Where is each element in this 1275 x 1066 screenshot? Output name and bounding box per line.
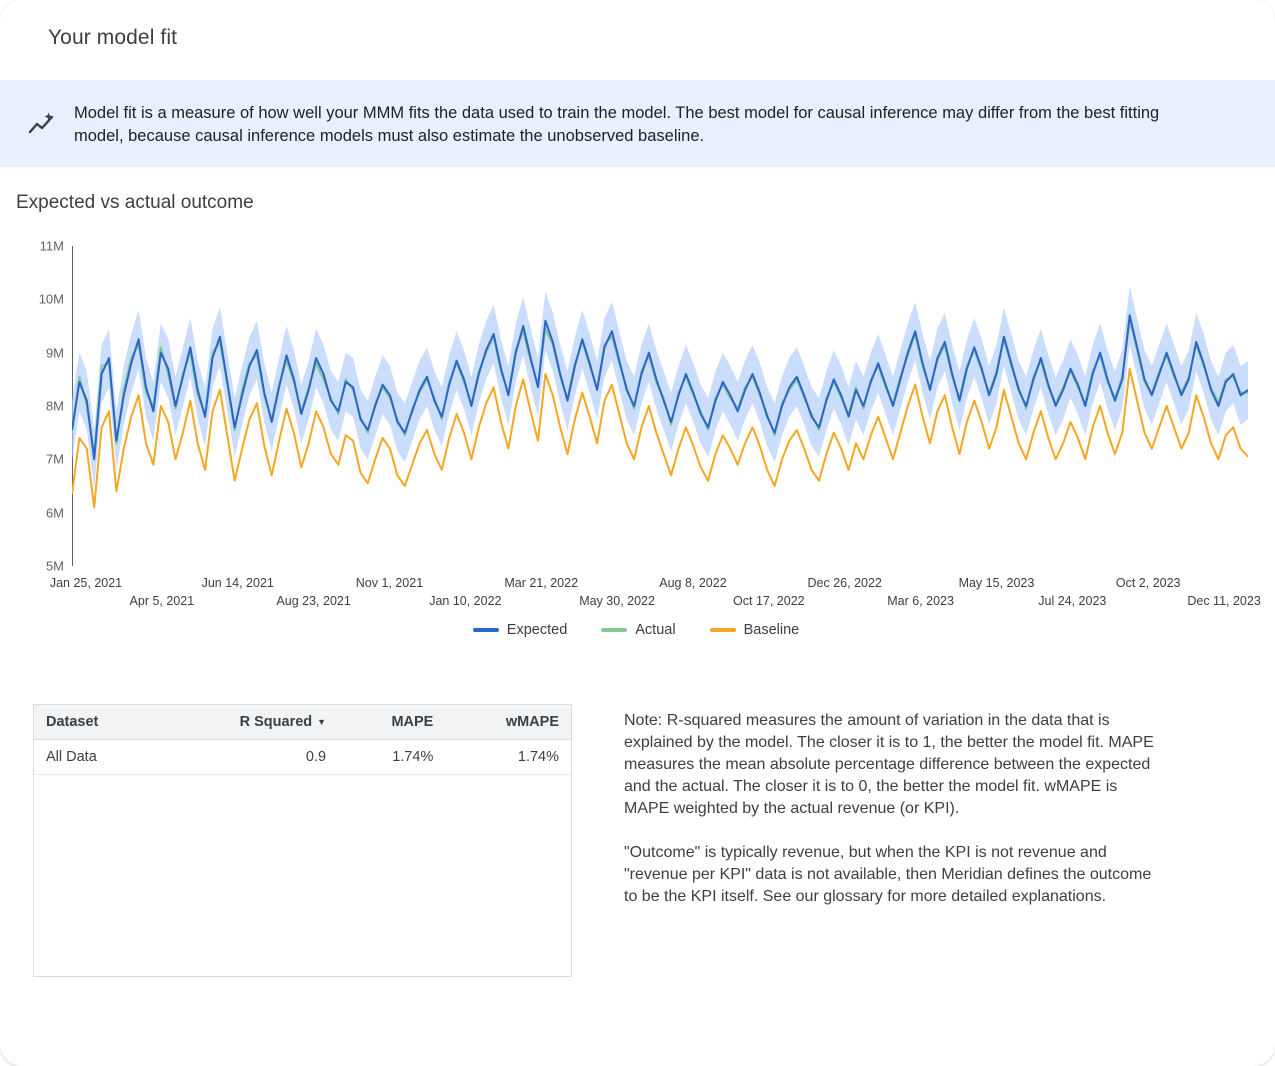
x-axis-tick-label: Oct 2, 2023 <box>1115 576 1181 590</box>
table-cell-r-squared: 0.9 <box>158 740 338 775</box>
x-axis-tick-label: Dec 26, 2022 <box>807 576 882 590</box>
sort-descending-icon[interactable]: ▼ <box>317 717 327 728</box>
y-axis-tick-label: 5M <box>45 558 64 574</box>
chart-section-title: Expected vs actual outcome <box>16 192 254 213</box>
legend-swatch-icon <box>710 628 736 632</box>
table-cell-mape: 1.74% <box>338 740 445 775</box>
legend-item[interactable] <box>710 622 800 638</box>
x-axis-tick-label: Dec 11, 2023 <box>1187 594 1261 608</box>
table-row[interactable] <box>34 740 571 775</box>
x-axis-tick-label: Mar 21, 2022 <box>504 576 579 590</box>
info-banner-text: Model fit is a measure of how well your MMM fits the data used to train the model. The best model for causal inference may differ from the best fitting model, because causal inference models must also estimate the unobserved baseline. <box>74 104 1160 145</box>
note-paragraph-2: "Outcome" is typically revenue, but when the KPI is not revenue and "revenue per KPI" data is not available, then Meridian defines the outcome to be the KPI itself. See our glossary for more detailed explanations. <box>624 844 1152 905</box>
x-axis-tick-label: Apr 5, 2021 <box>129 594 195 608</box>
y-axis-tick-label: 11M <box>39 238 64 254</box>
legend-item[interactable] <box>473 622 567 638</box>
info-banner <box>0 80 1275 167</box>
model-fit-chart <box>16 236 1261 638</box>
column-header-r-squared-label: R Squared <box>239 714 313 730</box>
column-header-r-squared[interactable] <box>158 705 338 740</box>
table-cell-dataset: All Data <box>34 740 158 775</box>
legend-swatch-icon <box>601 628 627 632</box>
sparkle-trend-icon <box>24 108 56 140</box>
x-axis-tick-label: May 30, 2022 <box>579 594 655 608</box>
x-axis-tick-label: Aug 8, 2022 <box>659 576 727 590</box>
x-axis-tick-label: Jul 24, 2023 <box>1038 594 1107 608</box>
metrics-table <box>33 704 572 977</box>
x-axis-tick-label: Oct 17, 2022 <box>733 594 805 608</box>
legend-swatch-icon <box>473 628 499 632</box>
legend-label: Baseline <box>743 622 800 638</box>
y-axis-tick-label: 6M <box>45 505 64 521</box>
x-axis-tick-label: Jan 25, 2021 <box>49 576 123 590</box>
legend-label: Expected <box>506 622 568 638</box>
table-cell-wmape: 1.74% <box>445 740 571 775</box>
y-axis-tick-label: 10M <box>38 291 64 307</box>
y-axis-tick-label: 8M <box>45 398 64 414</box>
x-axis-tick-label: Aug 23, 2021 <box>276 594 351 608</box>
x-axis-tick-label: May 15, 2023 <box>958 576 1035 590</box>
page-title: Your model fit <box>48 26 178 49</box>
x-axis-tick-label: Jan 10, 2022 <box>429 594 502 608</box>
x-axis-tick-label: Mar 6, 2023 <box>887 594 954 608</box>
y-axis-tick-label: 9M <box>45 345 64 361</box>
x-axis-tick-label: Nov 1, 2021 <box>355 576 424 590</box>
note-paragraph-1: Note: R-squared measures the amount of variation in the data that is explained by the model. The closer it is to 1, the better the model fit. MAPE measures the mean absolute percentage difference between the expected and the actual. The closer it is to 0, the better the model fit. wMAPE is MAPE weighted by the actual revenue (or KPI). <box>624 712 1154 817</box>
table-header-row <box>34 705 571 740</box>
column-header-wmape[interactable]: wMAPE <box>445 705 571 740</box>
y-axis-tick-label: 7M <box>45 451 64 467</box>
column-header-mape[interactable]: MAPE <box>338 705 445 740</box>
explanatory-note <box>624 710 1154 930</box>
chart-legend <box>16 622 1256 638</box>
x-axis-tick-label: Jun 14, 2021 <box>201 576 274 590</box>
chart-plot-area <box>72 246 1248 566</box>
legend-label: Actual <box>635 622 676 638</box>
legend-item[interactable] <box>601 622 675 638</box>
column-header-dataset[interactable]: Dataset <box>34 705 158 740</box>
